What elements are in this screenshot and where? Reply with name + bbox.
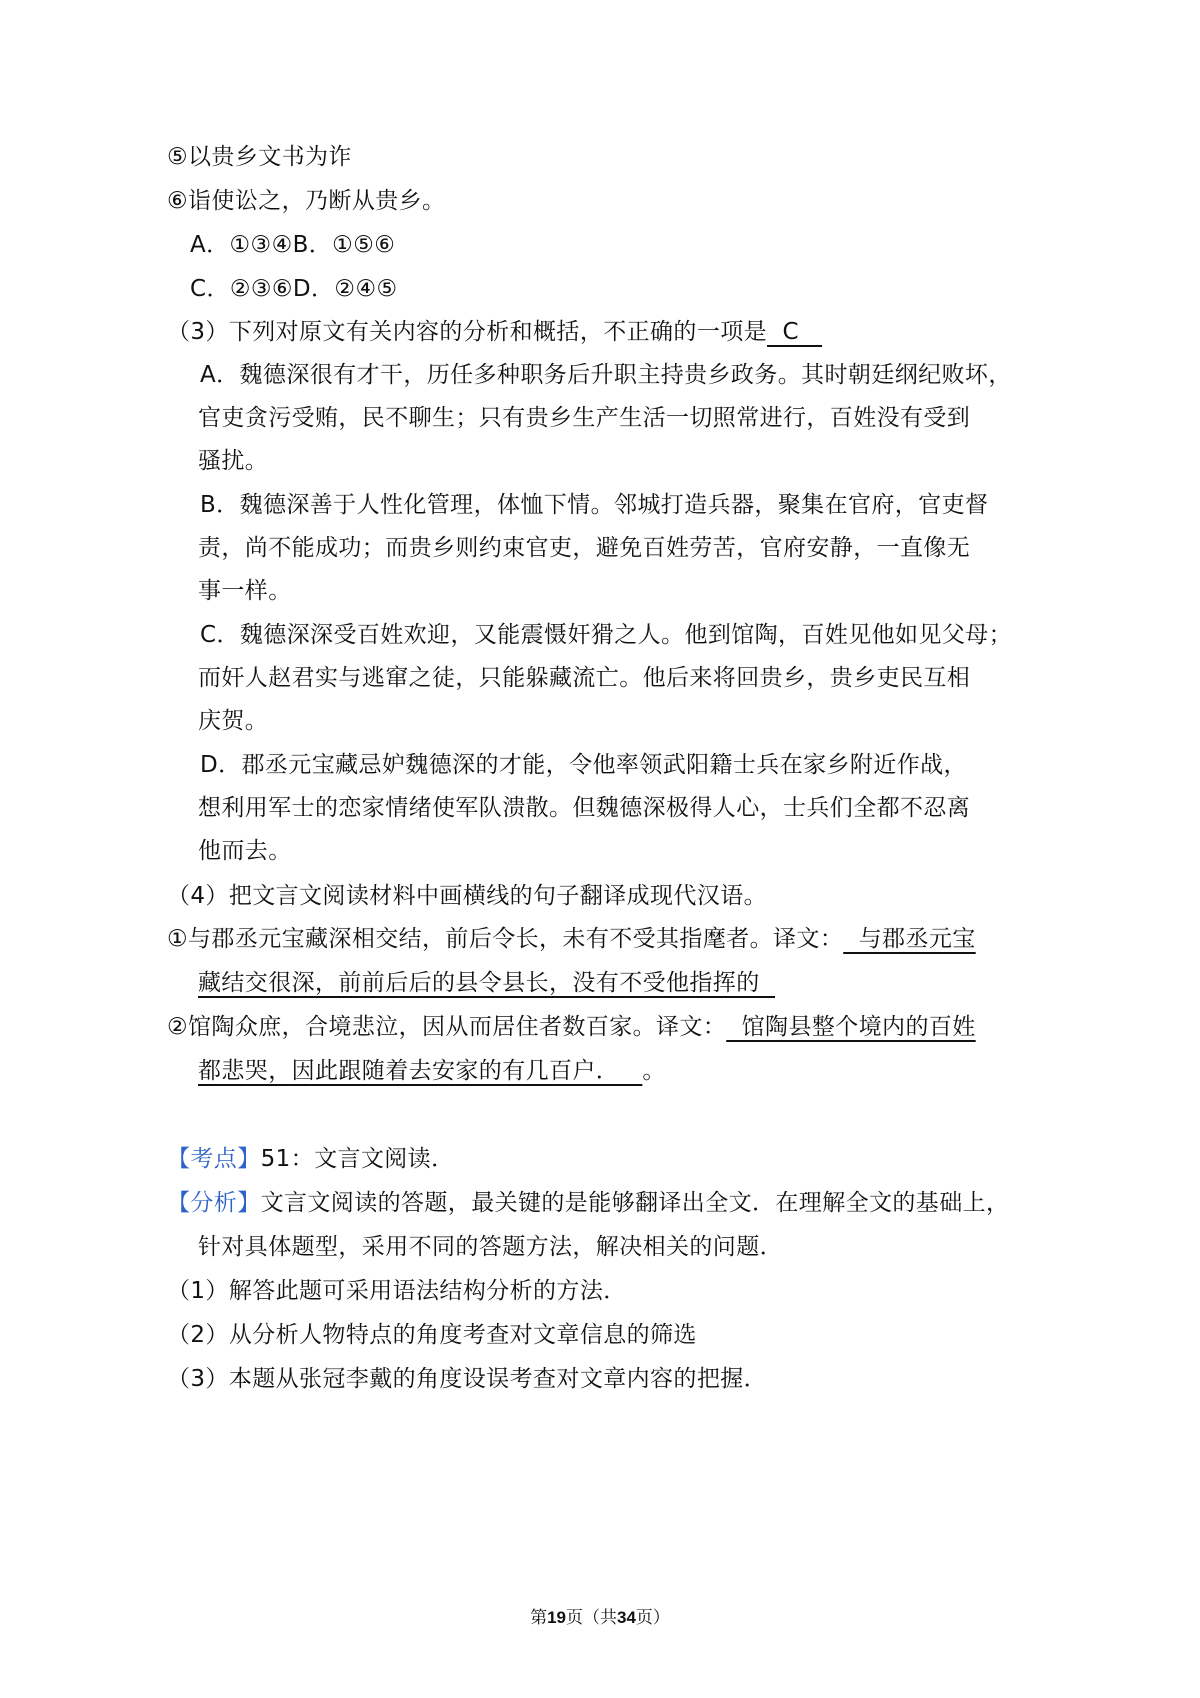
analysis-point-2: （2）从分析人物特点的角度考查对文章信息的筛选: [167, 1322, 697, 1348]
q3-option-a-line3: 骚扰。: [198, 448, 269, 474]
q4-sentence-1-text: ①与郡丞元宝藏深相交结，前后令长，未有不受其指麾者。译文：: [167, 926, 844, 952]
question-3-answer: C: [767, 319, 823, 345]
q4-sentence-2: [167, 1010, 976, 1044]
choice-c-d: C．②③⑥D．②④⑤: [190, 276, 398, 302]
q3-option-a-line1: A．魏德深很有才干，历任多种职务后升职主持贵乡政务。其时朝廷纲纪败坏，: [200, 362, 1012, 388]
footer-total-pages: 34: [617, 1608, 636, 1627]
analysis-point-1: （1）解答此题可采用语法结构分析的方法．: [167, 1278, 627, 1304]
page-footer: [0, 1606, 1200, 1630]
q3-option-c-line3: 庆贺。: [198, 708, 269, 734]
question-3-text: （3）下列对原文有关内容的分析和概括，不正确的一项是: [167, 319, 768, 345]
q4-sentence-1-cont: [198, 966, 775, 1000]
footer-middle: 页（共: [566, 1608, 617, 1628]
q3-option-b-line2: 责，尚不能成功；而贵乡则约束官吏，避免百姓劳苦，官府安静，一直像无: [198, 535, 971, 561]
kaodian-line: [167, 1142, 454, 1176]
kaodian-label: 【考点】: [167, 1146, 261, 1172]
q3-option-d-line3: 他而去。: [198, 838, 292, 864]
option-item-6: ⑥诣使讼之，乃断从贵乡。: [167, 188, 446, 214]
q4-sentence-2-end: 。: [642, 1058, 666, 1084]
question-4-stem: （4）把文言文阅读材料中画横线的句子翻译成现代汉语。: [167, 883, 768, 909]
footer-prefix: 第: [530, 1608, 548, 1628]
fenxi-label: 【分析】: [167, 1190, 261, 1216]
q3-option-b-line1: B．魏德深善于人性化管理，体恤下情。邻城打造兵器，聚集在官府，官吏督: [200, 492, 989, 518]
footer-page-number: 19: [547, 1608, 566, 1627]
question-3-stem: [167, 315, 822, 349]
analysis-point-3: （3）本题从张冠李戴的角度设误考查对文章内容的把握．: [167, 1366, 768, 1392]
q3-option-d-line1: D．郡丞元宝藏忌妒魏德深的才能，令他率领武阳籍士兵在家乡附近作战，: [200, 752, 967, 778]
q4-sentence-1: [167, 922, 976, 956]
q4-sentence-2-answer-b: 都悲哭，因此跟随着去安家的有几百户．: [198, 1058, 643, 1084]
fenxi-line-2: 针对具体题型，采用不同的答题方法，解决相关的问题．: [198, 1234, 783, 1260]
fenxi-text: 文言文阅读的答题，最关键的是能够翻译出全文．在理解全文的基础上，: [260, 1190, 1010, 1216]
q4-sentence-1-answer-a: 与郡丞元宝: [843, 926, 976, 952]
footer-suffix: 页）: [635, 1608, 670, 1628]
q3-option-a-line2: 官吏贪污受贿，民不聊生；只有贵乡生产生活一切照常进行，百姓没有受到: [198, 405, 971, 431]
q3-option-d-line2: 想利用军士的恋家情绪使军队溃散。但魏德深极得人心，士兵们全都不忍离: [198, 795, 971, 821]
q4-sentence-2-text: ②馆陶众庶，合境悲泣，因从而居住者数百家。译文：: [167, 1014, 727, 1040]
q4-sentence-2-answer-a: 馆陶县整个境内的百姓: [726, 1014, 976, 1040]
q4-sentence-2-cont: [198, 1054, 666, 1088]
q3-option-b-line3: 事一样。: [198, 578, 292, 604]
q4-sentence-1-answer-b: 藏结交很深，前前后后的县令县长，没有不受他指挥的: [198, 970, 776, 996]
kaodian-text: 51：文言文阅读．: [260, 1146, 455, 1172]
fenxi-line: [167, 1186, 1009, 1220]
option-item-5: ⑤以贵乡文书为诈: [167, 144, 352, 170]
choice-a-b: A．①③④B．①⑤⑥: [190, 232, 396, 258]
q3-option-c-line1: C．魏德深深受百姓欢迎，又能震慑奸猾之人。他到馆陶，百姓见他如见父母；: [200, 622, 1013, 648]
q3-option-c-line2: 而奸人赵君实与逃窜之徒，只能躲藏流亡。他后来将回贵乡，贵乡吏民互相: [198, 665, 971, 691]
